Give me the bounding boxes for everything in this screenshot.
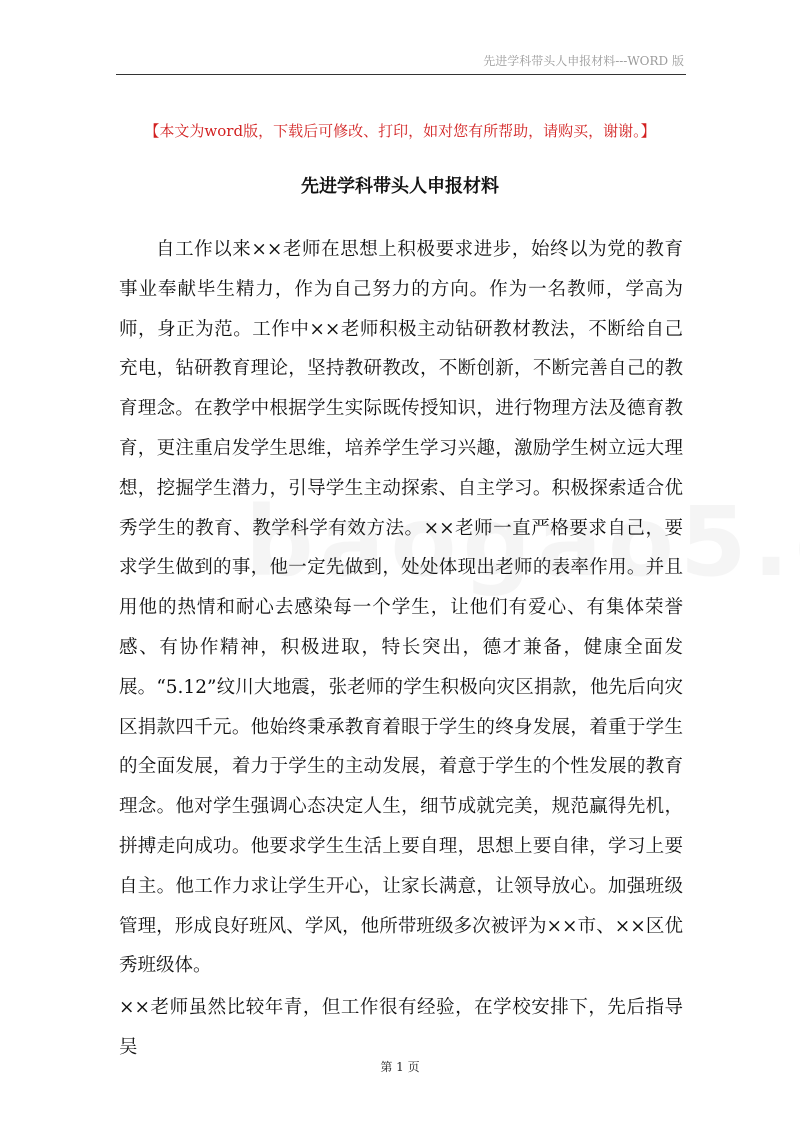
header-divider (116, 74, 686, 75)
body-paragraph: ××老师虽然比较年青，但工作很有经验，在学校安排下，先后指导吴 (119, 997, 683, 1058)
running-header: 先进学科带头人申报材料---WORD 版 (483, 54, 684, 68)
page-number: 第 1 页 (380, 1060, 420, 1074)
body-paragraph: 自工作以来××老师在思想上积极要求进步，始终以为党的教育事业奉献毕生精力，作为自己努力的方向。作为一名教师，学高为师，身正为范。工作中××老师积极主动钻研教材教法，不断给自己充电，钻研教育理论，坚持教研教改，不断创新，不断完善自己的教育理念。在教学中根据学生实际既传授知识，进行物理方法及德育教育，更注重启发学生思维，培养学生学习兴趣，激励学生树立远大理想，挖掘学生潜力，引导学生主动探索、自主学习。积极探索适合优秀学生的教育、教学科学有效方法。××老师一直严格要求自己，要求学生做到的事，他一定先做到，处处体现出老师的表率作用。并且用他的热情和耐心去感染每一个学生，让他们有爱心、有集体荣誉感、有协作精神，积极进取，特长突出，德才兼备，健康全面发展。“5.12”纹川大地震，张老师的学生积极向灾区捐款，他先后向灾区捐款四千元。他始终秉承教育着眼于学生的终身发展，着重于学生的全面发展，着力于学生的主动发展，着意于学生的个性发展的教育理念。他对学生强调心态决定人生，细节成就完美，规范赢得先机，拼搏走向成功。他要求学生生活上要自理，思想上要自律，学习上要自主。他工作力求让学生开心，让家长满意，让领导放心。加强班级管理，形成良好班风、学风，他所带班级多次被评为××市、××区优秀班级体。 (119, 239, 683, 977)
document-title: 先进学科带头人申报材料 (301, 176, 499, 197)
download-notice: 【本文为word版，下载后可修改、打印，如对您有所帮助，请购买，谢谢。】 (144, 122, 656, 140)
